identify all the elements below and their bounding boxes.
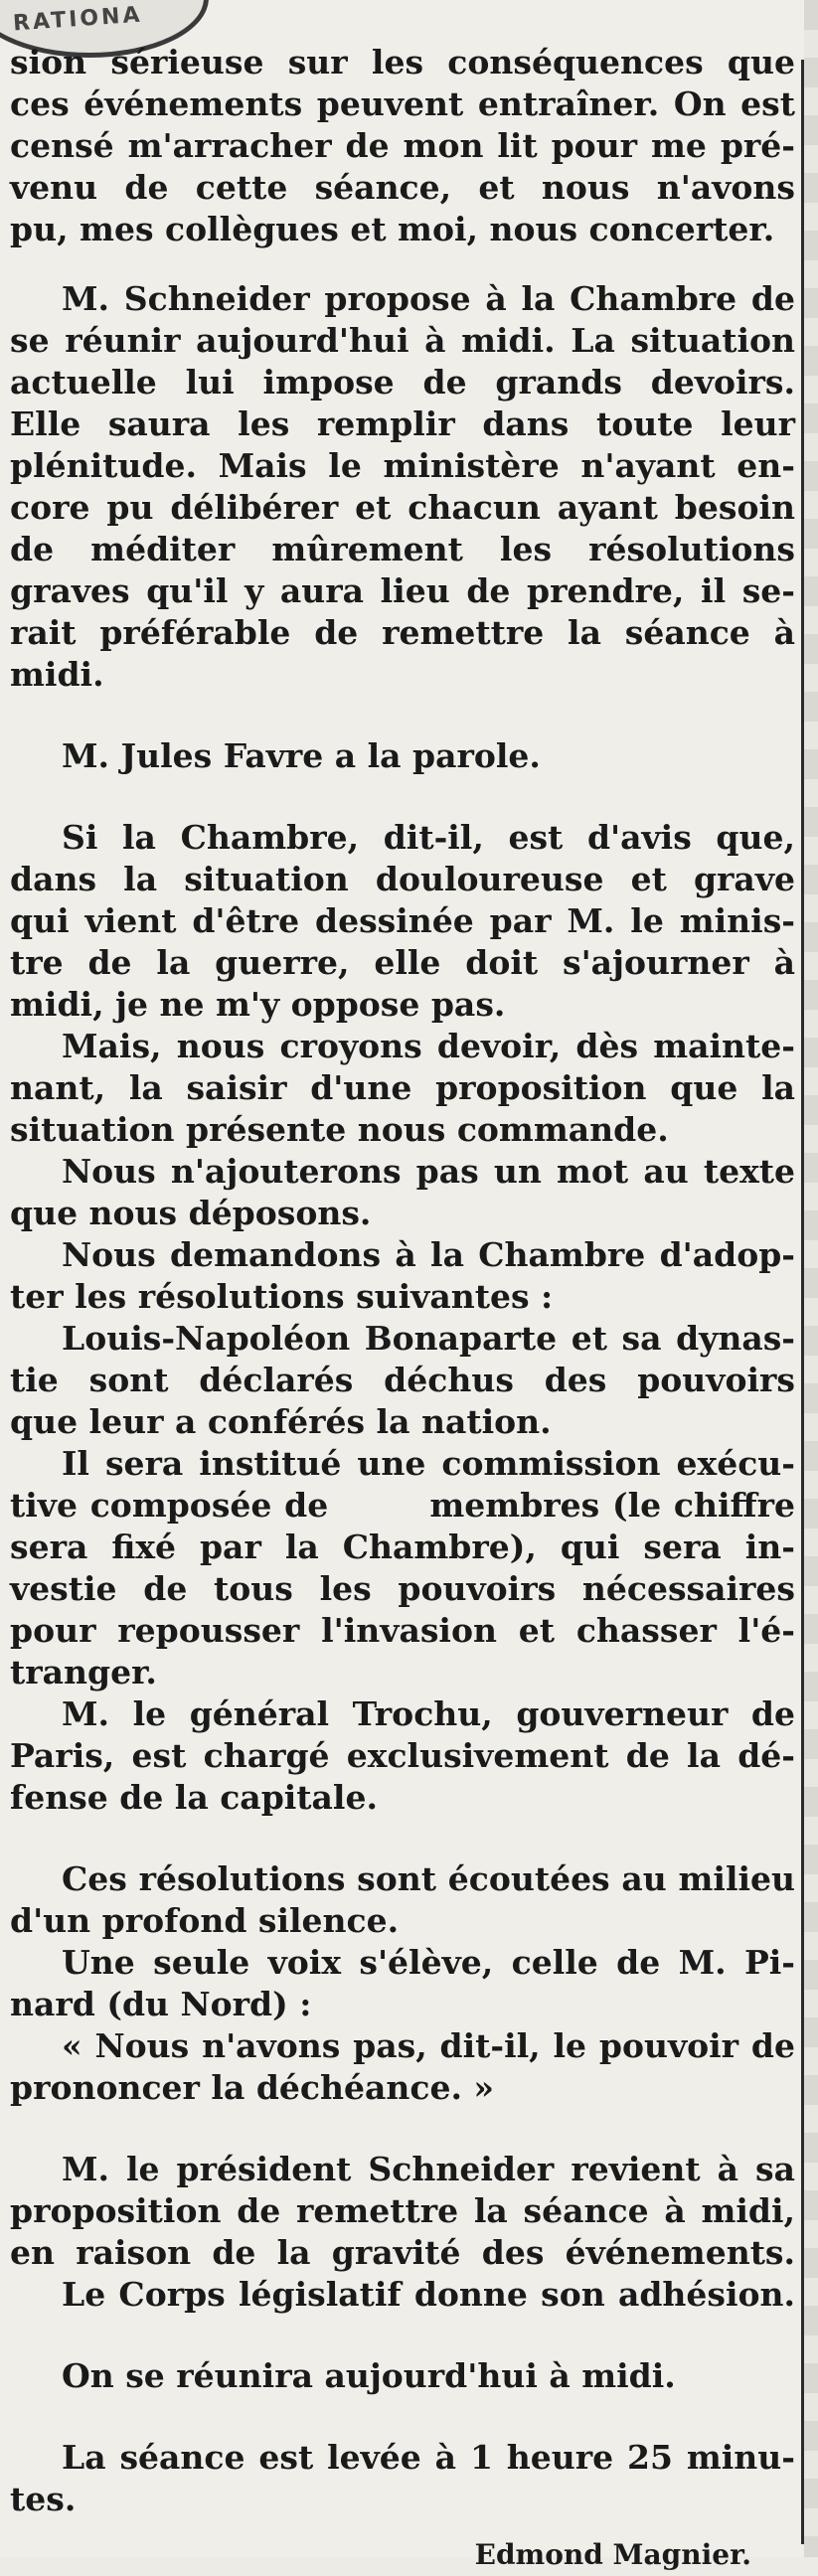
text-line: plénitude. Mais le ministère n'ayant en-: [10, 446, 795, 485]
text-line: « Nous n'avons pas, dit-il, le pouvoir de: [62, 2026, 795, 2065]
text-line: d'un profond silence.: [10, 1901, 400, 1940]
text-line: de méditer mûrement les résolutions: [10, 530, 795, 568]
paragraph-silence-and-pinard: [10, 1858, 795, 2109]
text-line: midi, je ne m'y oppose pas.: [10, 985, 506, 1024]
column-rule: [801, 60, 804, 2544]
paragraph-schneider-proposal: [10, 278, 795, 696]
author-signature: Edmond Magnier.: [474, 2538, 751, 2571]
text-line: Si la Chambre, dit-il, est d'avis que,: [62, 818, 795, 857]
paragraph-favre-resolution: [10, 817, 795, 1819]
text-line: se réunir aujourd'hui à midi. La situation: [10, 321, 795, 360]
text-line: M. le président Schneider revient à sa: [62, 2150, 795, 2188]
text-line: en raison de la gravité des événements.: [10, 2233, 795, 2272]
text-line: pour repousser l'invasion et chasser l'é-: [10, 1611, 795, 1650]
stamp-text: RATIONA: [12, 2, 144, 37]
text-line: Il sera institué une commission exécu-: [62, 1444, 795, 1483]
text-line: pu, mes collègues et moi, nous concerter.: [10, 210, 775, 248]
text-line: graves qu'il y aura lieu de prendre, il se-: [10, 571, 795, 610]
text-line: La séance est levée à 1 heure 25 minu-: [62, 2438, 795, 2477]
text-line: que nous déposons.: [10, 1194, 372, 1232]
text-line: tre de la guerre, elle doit s'ajourner à: [10, 943, 795, 982]
adjacent-column-edge: [804, 0, 818, 2557]
text-line: rait préférable de remettre la séance à: [10, 613, 795, 652]
text-line: Une seule voix s'élève, celle de M. Pi-: [62, 1943, 795, 1982]
text-line: situation présente nous commande.: [10, 1110, 669, 1149]
text-line: censé m'arracher de mon lit pour me pré-: [10, 126, 795, 165]
paragraph-favre-speaks: [10, 735, 795, 777]
text-line: nard (du Nord) :: [10, 1985, 312, 2023]
text-line: Nous demandons à la Chambre d'adop-: [62, 1235, 795, 1274]
text-line: sion sérieuse sur les conséquences que: [10, 43, 795, 81]
text-line: dans la situation douloureuse et grave: [10, 860, 795, 898]
text-line: fense de la capitale.: [10, 1778, 378, 1817]
text-line: Nous n'ajouterons pas un mot au texte: [62, 1152, 795, 1191]
text-line: nant, la saisir d'une proposition que la: [10, 1068, 795, 1107]
text-line: core pu délibérer et chacun ayant besoin: [10, 488, 795, 527]
paragraph-session-opening: [10, 42, 795, 250]
text-line: midi.: [10, 655, 104, 694]
text-line: tranger.: [10, 1653, 157, 1691]
text-line: proposition de remettre la séance à midi,: [10, 2191, 795, 2230]
text-line: Elle saura les remplir dans toute leur: [10, 404, 795, 443]
text-line: Mais, nous croyons devoir, dès mainte-: [62, 1027, 795, 1065]
paragraph-adjournment: [10, 2149, 795, 2316]
text-line: actuelle lui impose de grands devoirs.: [10, 363, 795, 402]
paragraph-reconvene: [10, 2355, 795, 2397]
text-line: prononcer la déchéance. »: [10, 2068, 495, 2107]
text-line: Paris, est chargé exclusivement de la dé-: [10, 1736, 795, 1775]
text-line: vestie de tous les pouvoirs nécessaires: [10, 1569, 795, 1608]
text-line: M. Schneider propose à la Chambre de: [62, 279, 795, 318]
text-line: tes.: [10, 2480, 77, 2518]
text-line: ces événements peuvent entraîner. On est: [10, 84, 795, 123]
text-line: M. Jules Favre a la parole.: [62, 736, 541, 775]
text-line: On se réunira aujourd'hui à midi.: [62, 2356, 676, 2395]
article-body: [10, 42, 795, 2576]
text-line: que leur a conférés la nation.: [10, 1402, 552, 1441]
text-line: Ces résolutions sont écoutées au milieu: [62, 1859, 795, 1898]
text-line: Le Corps législatif donne son adhésion.: [62, 2275, 795, 2314]
text-line: venu de cette séance, et nous n'avons: [10, 168, 795, 207]
text-line: sera fixé par la Chambre), qui sera in-: [10, 1528, 795, 1566]
text-line: M. le général Trochu, gouverneur de: [62, 1694, 795, 1733]
text-line: ter les résolutions suivantes :: [10, 1277, 554, 1316]
text-line: tie sont déclarés déchus des pouvoirs: [10, 1361, 795, 1399]
text-line: Louis-Napoléon Bonaparte et sa dynas-: [62, 1319, 795, 1358]
paragraph-session-closed: [10, 2437, 795, 2520]
text-line: tive composée de membres (le chiffre: [10, 1486, 795, 1525]
text-line: qui vient d'être dessinée par M. le minis-: [10, 901, 795, 940]
